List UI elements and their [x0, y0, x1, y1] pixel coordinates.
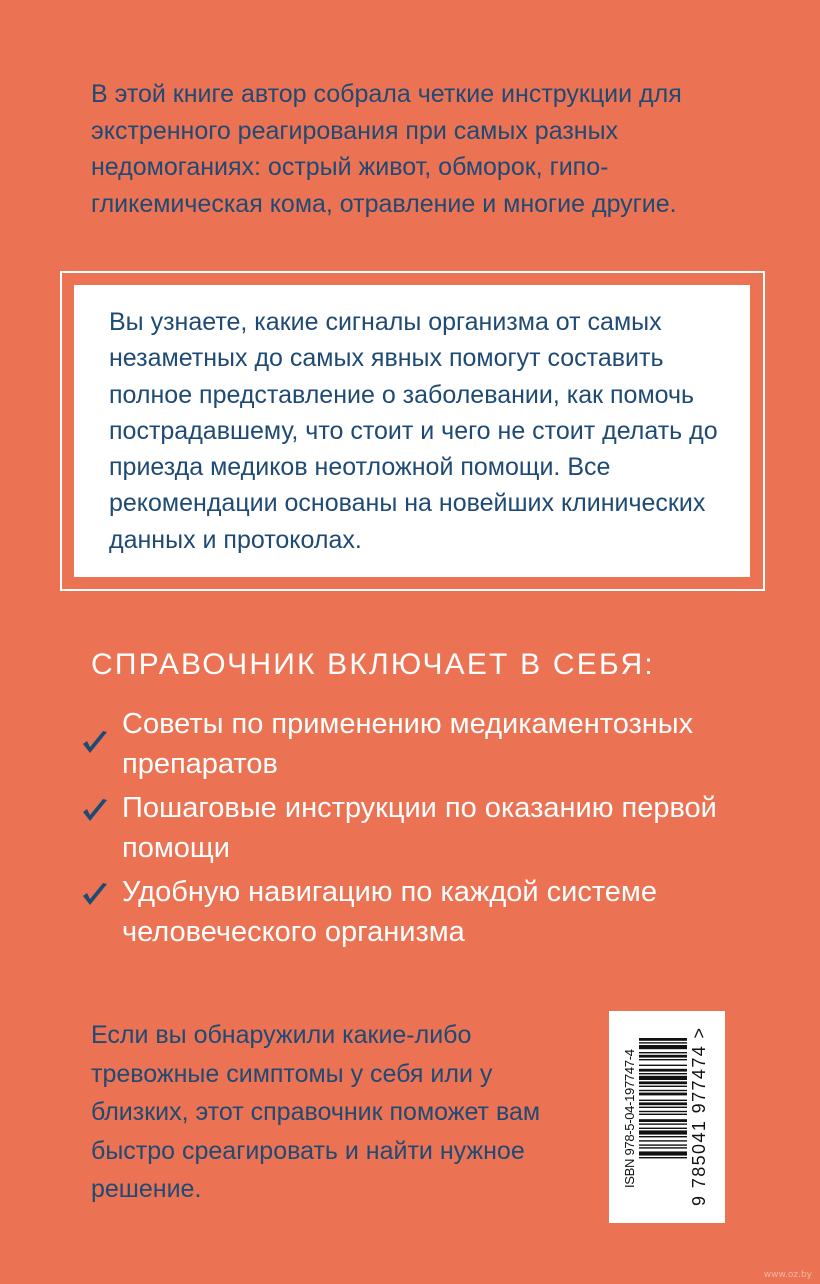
section-heading: СПРАВОЧНИК ВКЛЮЧАЕТ В СЕБЯ: — [91, 648, 655, 681]
check-icon — [80, 880, 110, 910]
outro-paragraph: Если вы обнаружили какие-либо тревожные симптомы у себя или у близких, этот справочник поможет вам быстро среагировать и найти нужное решение. — [91, 1021, 541, 1203]
check-icon — [80, 796, 110, 826]
feature-text-1: Советы по применению медикаментозных препаратов — [122, 708, 694, 780]
feature-text-2: Пошаговые инструкции по оказанию первой помощи — [122, 792, 717, 864]
watermark: www.oz.by — [763, 1270, 812, 1280]
panel-paragraph: Вы узнаете, какие сигналы организма от самых незаметных до самых явных помогут составить полное представление о заболевании, как помочь пострадавшему, что стоит и чего не стоит делать до приезда медиков неотложной помощи. Все рекомендации основаны на новейших клинических данных и протоколах. — [109, 308, 718, 554]
check-icon — [80, 728, 110, 758]
feature-text-3: Удобную навигацию по каждой системе человеческого организма — [122, 876, 657, 948]
barcode-digits: 9 785041 977474 > — [689, 1026, 709, 1206]
isbn-text: ISBN 978-5-04-197747-4 — [622, 1049, 637, 1188]
intro-paragraph: В этой книге автор собрала четкие инструкции для экстренного реагирования при самых разных недомоганиях: острый живот, обморок, гипо-гликемическая кома, отравление и многие другие. — [91, 80, 682, 218]
barcode-icon — [639, 1038, 687, 1200]
